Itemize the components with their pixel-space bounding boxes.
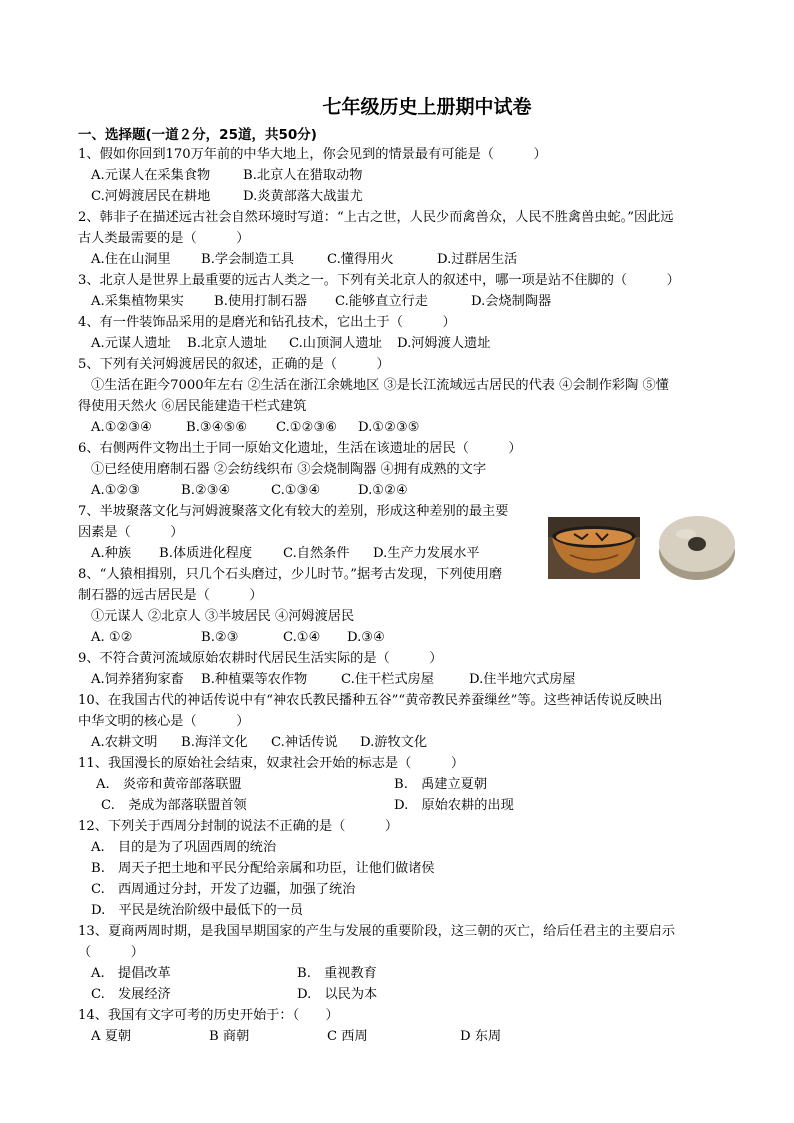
- question-8-stem-line-1: 8、“人猿相揖别，只几个石头磨过，少儿时节。”据考古发现，下列使用磨: [78, 567, 503, 582]
- question-5-option-d: D.①②③⑤: [358, 420, 420, 435]
- question-13-option-d: D. 以民为本: [297, 987, 378, 1002]
- question-2-option-b: B.学会制造工具: [201, 252, 295, 267]
- question-12-option-b: B. 周天子把土地和平民分配给亲属和功臣，让他们做诸侯: [91, 861, 435, 876]
- question-2-option-c: C.懂得用火: [327, 252, 394, 267]
- question-3-option-c: C.能够直立行走: [335, 294, 428, 309]
- question-4-option-d: D.河姆渡人遗址: [397, 336, 491, 351]
- question-6-option-d: D.①②④: [358, 483, 408, 498]
- question-13-option-a: A. 提倡改革: [91, 966, 171, 981]
- question-13-stem-line-1: 13、夏商两周时期，是我国早期国家的产生与发展的重要阶段，这三朝的灭亡，给后任君主的主要启示: [78, 924, 676, 939]
- question-7-option-b: B.体质进化程度: [159, 546, 253, 561]
- section-heading: 一、选择题(一道２分，25道，共50分): [78, 127, 317, 143]
- question-6-stem: 6、右侧两件文物出土于同一原始文化遗址，生活在该遗址的居民（ ）: [78, 441, 522, 456]
- question-7-option-c: C.自然条件: [283, 546, 350, 561]
- question-9-option-b: B.种植粟等农作物: [201, 672, 308, 687]
- question-11-option-c: C. 尧成为部落联盟首领: [101, 798, 247, 813]
- question-5-stem: 5、下列有关河姆渡居民的叙述，正确的是（ ）: [78, 357, 390, 372]
- question-9-option-d: D.住半地穴式房屋: [469, 672, 576, 687]
- question-5-items-line-2: 得使用天然火 ⑥居民能建造干栏式建筑: [78, 399, 307, 414]
- question-14-option-a: A 夏朝: [91, 1029, 132, 1044]
- question-12-option-a: A. 目的是为了巩固西周的统治: [91, 840, 277, 855]
- question-2-stem-line-2: 古人类最需要的是（ ）: [78, 231, 250, 246]
- question-2-option-a: A.住在山洞里: [91, 252, 171, 267]
- question-1-option-d: D.炎黄部落大战蚩尤: [243, 189, 363, 204]
- question-8-items: ①元谋人 ②北京人 ③半坡居民 ④河姆渡居民: [91, 609, 355, 624]
- question-5-option-c: C.①②③⑥: [276, 420, 338, 435]
- question-11-option-b: B. 禹建立夏朝: [394, 777, 488, 792]
- question-14-option-c: C 西周: [327, 1029, 368, 1044]
- question-6-option-a: A.①②③: [91, 483, 141, 498]
- question-6-option-c: C.①③④: [271, 483, 321, 498]
- question-11-stem: 11、我国漫长的原始社会结束，奴隶社会开始的标志是（ ）: [78, 756, 465, 771]
- question-14-option-d: D 东周: [460, 1029, 502, 1044]
- question-1-option-a: A.元谋人在采集食物: [91, 168, 211, 183]
- question-5-option-b: B.③④⑤⑥: [186, 420, 248, 435]
- question-4-stem: 4、有一件装饰品采用的是磨光和钻孔技术，它出土于（ ）: [78, 315, 456, 330]
- question-14-option-b: B 商朝: [209, 1029, 250, 1044]
- question-3-option-d: D.会烧制陶器: [471, 294, 552, 309]
- question-7-option-a: A.种族: [91, 546, 132, 561]
- question-13-option-b: B. 重视教育: [297, 966, 377, 981]
- question-9-option-c: C.住干栏式房屋: [341, 672, 434, 687]
- question-3-option-b: B.使用打制石器: [214, 294, 308, 309]
- question-7-stem-line-2: 因素是（ ）: [78, 525, 184, 540]
- page-title: 七年级历史上册期中试卷: [322, 96, 532, 118]
- question-10-option-b: B.海洋文化: [181, 735, 248, 750]
- question-6-items: ①已经使用磨制石器 ②会纺线织布 ③会烧制陶器 ④拥有成熟的文字: [91, 462, 487, 477]
- question-2-option-d: D.过群居生活: [437, 252, 518, 267]
- question-9-option-a: A.饲养猪狗家畜: [91, 672, 184, 687]
- question-12-option-d: D. 平民是统治阶级中最低下的一员: [91, 903, 304, 918]
- stone-spindle-whorl-image: [656, 508, 738, 584]
- question-4-option-c: C.山顶洞人遗址: [289, 336, 382, 351]
- question-8-option-c: C.①④: [283, 630, 321, 645]
- question-7-option-d: D.生产力发展水平: [373, 546, 480, 561]
- question-13-stem-line-2: （ ）: [78, 945, 144, 960]
- question-3-stem: 3、北京人是世界上最重要的远古人类之一。下列有关北京人的叙述中，哪一项是站不住脚的（ ）: [78, 273, 680, 288]
- question-10-stem-line-2: 中华文明的核心是（ ）: [78, 714, 250, 729]
- question-11-option-d: D. 原始农耕的出现: [394, 798, 514, 813]
- question-10-stem-line-1: 10、在我国古代的神话传说中有“神农氏教民播种五谷”“黄帝教民养蚕缫丝”等。这些神话传说反映出: [78, 693, 663, 708]
- question-4-option-b: B.北京人遗址: [187, 336, 267, 351]
- question-5-option-a: A.①②③④: [91, 420, 153, 435]
- question-9-stem: 9、不符合黄河流域原始农耕时代居民生活实际的是（ ）: [78, 651, 443, 666]
- pottery-bowl-image: [548, 517, 640, 579]
- question-12-stem: 12、下列关于西周分封制的说法不正确的是（ ）: [78, 819, 399, 834]
- question-1-stem: 1、假如你回到170万年前的中华大地上，你会见到的情景最有可能是（ ）: [78, 147, 547, 162]
- question-10-option-c: C.神话传说: [271, 735, 338, 750]
- question-3-option-a: A.采集植物果实: [91, 294, 184, 309]
- question-8-option-a: A. ①②: [91, 630, 133, 645]
- question-1-option-b: B.北京人在猎取动物: [243, 168, 363, 183]
- question-2-stem-line-1: 2、韩非子在描述远古社会自然环境时写道：“上古之世，人民少而禽兽众，人民不胜禽兽虫蛇。”因此远: [78, 210, 674, 225]
- question-10-option-a: A.农耕文明: [91, 735, 158, 750]
- question-12-option-c: C. 西周通过分封，开发了边疆，加强了统治: [91, 882, 356, 897]
- question-4-option-a: A.元谋人遗址: [91, 336, 171, 351]
- question-1-option-c: C.河姆渡居民在耕地: [91, 189, 211, 204]
- question-11-option-a: A. 炎帝和黄帝部落联盟: [96, 777, 242, 792]
- question-14-stem: 14、我国有文字可考的历史开始于：（ ）: [78, 1008, 339, 1023]
- question-10-option-d: D.游牧文化: [360, 735, 428, 750]
- question-6-option-b: B.②③④: [181, 483, 231, 498]
- question-13-option-c: C. 发展经济: [91, 987, 171, 1002]
- question-7-stem-line-1: 7、半坡聚落文化与河姆渡聚落文化有较大的差别，形成这种差别的最主要: [78, 504, 509, 519]
- question-8-option-d: D.③④: [347, 630, 385, 645]
- question-8-stem-line-2: 制石器的远古居民是（ ）: [78, 588, 263, 603]
- question-8-option-b: B.②③: [201, 630, 239, 645]
- question-5-items-line-1: ①生活在距今7000年左右 ②生活在浙江余姚地区 ③是长江流域远古居民的代表 ④会制作彩陶 ⑤懂: [91, 378, 669, 393]
